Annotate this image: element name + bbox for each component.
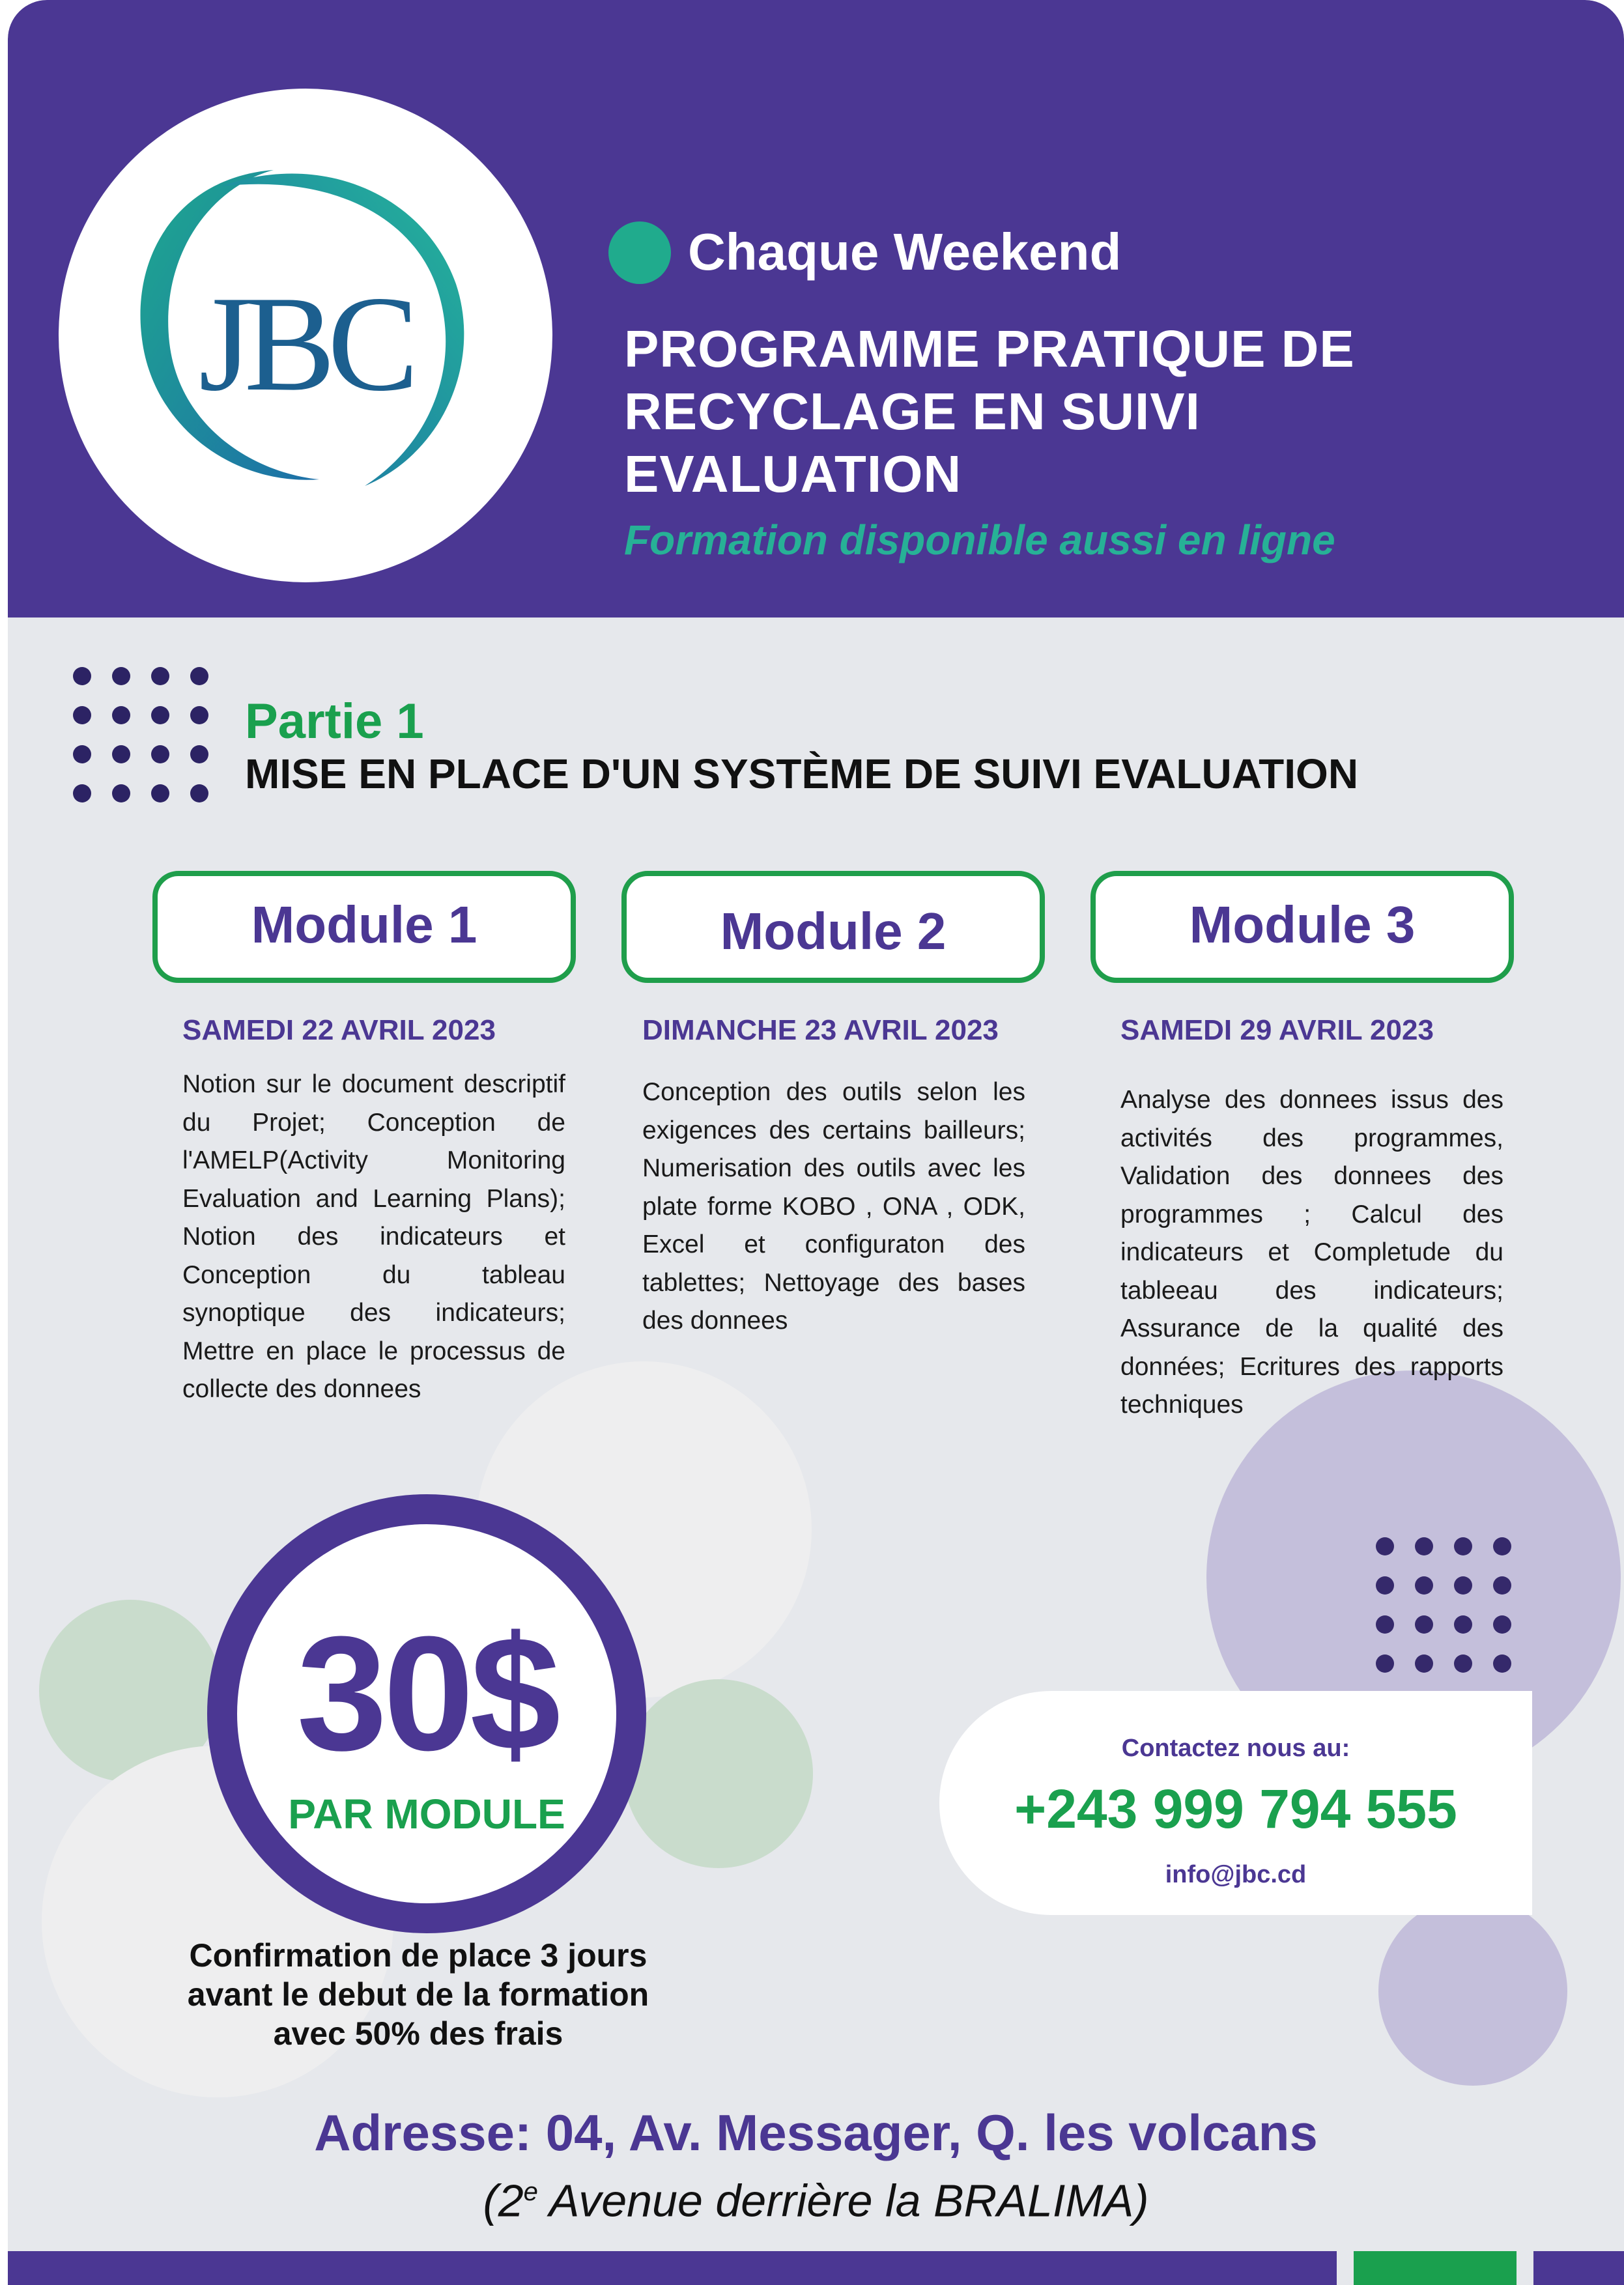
logo-text: JBC: [199, 268, 411, 419]
contact-label: Contactez nous au:: [1121, 1735, 1350, 1762]
jbc-logo-icon: [59, 89, 552, 582]
footer-accent: [1354, 2251, 1517, 2285]
kicker-text: Chaque Weekend: [688, 223, 1122, 281]
module-1-date: SAMEDI 22 AVRIL 2023: [182, 1014, 496, 1046]
module-3-card: Module 3: [1090, 871, 1514, 983]
logo: [59, 89, 552, 582]
module-3-date: SAMEDI 29 AVRIL 2023: [1120, 1014, 1434, 1046]
part-label: Partie 1: [245, 694, 424, 749]
decor-circle: [624, 1679, 813, 1868]
module-2-date: DIMANCHE 23 AVRIL 2023: [642, 1014, 999, 1046]
price-value: 30$: [296, 1602, 557, 1784]
footer-divider: [1337, 2241, 1354, 2285]
address-detail: (2e Avenue derrière la BRALIMA): [483, 2175, 1149, 2226]
decor-circle: [1378, 1897, 1567, 2086]
contact-email: info@jbc.cd: [1165, 1861, 1307, 1888]
page-subtitle: Formation disponible aussi en ligne: [624, 517, 1335, 563]
module-1-card: Module 1: [152, 871, 576, 983]
module-2-card: Module 2: [621, 871, 1045, 983]
price-unit: PAR MODULE: [288, 1791, 565, 1838]
address-line: Adresse: 04, Av. Messager, Q. les volcans: [314, 2104, 1318, 2161]
page-title: PROGRAMME PRATIQUE DE RECYCLAGE EN SUIVI EVALUATION: [624, 320, 1355, 503]
confirmation-note: Confirmation de place 3 jours avant le debut de la formation avec 50% des frais: [187, 1937, 649, 2052]
dot-grid-icon: [73, 667, 229, 823]
flyer-paper: [8, 0, 1624, 2285]
dot-grid-icon: [1376, 1537, 1532, 1694]
module-2-description: Conception des outils selon les exigences des certains bailleurs; Numerisation des outils avec les plate forme KOBO , ONA , ODK, Excel et configuraton des tablettes; Nettoyage des bases des donnees: [642, 1078, 1025, 1335]
module-1-description: Notion sur le document descriptif du Projet; Conception de l'AMELP(Activity Monitoring Evaluation and Learning Plans); Notion des indicateurs et Conception du tableau synoptique des indicateurs; Mettre en place le processus de collecte des donnees: [182, 1070, 565, 1403]
module-3-description: Analyse des donnees issus des activités des programmes, Validation des donnees des programmes ; Calcul des indicateurs et Completude du tableeau des indicateurs; Assurance de la qualité des données; Ecritures des rapports techniques: [1120, 1086, 1503, 1419]
contact-phone: +243 999 794 555: [1014, 1778, 1457, 1839]
footer-divider: [1517, 2241, 1533, 2285]
part-title: MISE EN PLACE D'UN SYSTÈME DE SUIVI EVALUATION: [245, 750, 1359, 797]
bullet-dot-icon: [608, 221, 671, 284]
